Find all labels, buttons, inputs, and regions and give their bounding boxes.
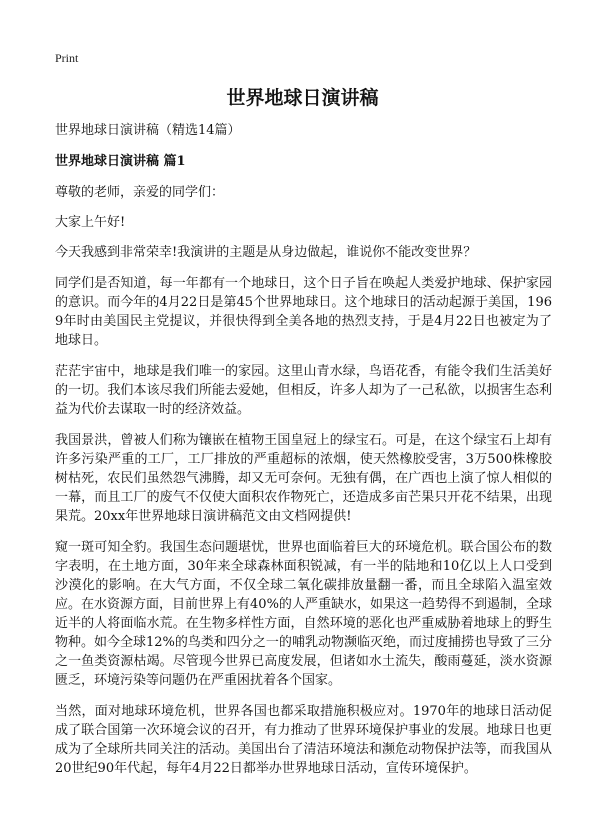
paragraph-good-morning: 大家上午好! <box>55 215 126 230</box>
paragraph-our-home: 茫茫宇宙中，地球是我们唯一的家园。这里山青水绿，鸟语花香，有能令我们生活美好的一切。我们本该尽我们所能去爱她，但相反，许多人却为了一己私欲，以损害生态利益为代价去谋取一时的经济效益。 <box>55 364 552 417</box>
paragraph-response: 当然，面对地球环境危机，世界各国也都采取措施积极应对。1970年的地球日活动促成了联合国第一次环境会议的召开，有力推动了世界环境保护事业的发展。地球日也更成为了全球所共同关注的活动。美国出台了清洁环境法和濒危动物保护法等，而我国从20世纪90年代起，每年4月22日都举办世界地球日活动，宣传环境保护。 <box>55 704 552 776</box>
page-title: 世界地球日演讲稿 <box>226 87 379 109</box>
section-heading: 世界地球日演讲稿 篇1 <box>55 154 186 169</box>
paragraph-earth-day-origin: 同学们是否知道，每一年都有一个地球日，这个日子旨在唤起人类爱护地球、保护家园的意识。而今年的4月22日是第45个世界地球日。这个地球日的活动起源于美国，1969年时由美国民主党提议，并很快得到全美各地的热烈支持，于是4月22日也被定为了地球日。 <box>55 276 552 348</box>
paragraph-greeting: 尊敬的老师，亲爱的同学们： <box>55 185 225 200</box>
document-subtitle: 世界地球日演讲稿（精选14篇） <box>55 123 241 138</box>
print-link[interactable]: Print <box>55 51 79 65</box>
paragraph-jinghong: 我国景洪，曾被人们称为镶嵌在植物王国皇冠上的绿宝石。可是，在这个绿宝石上却有许多污染严重的工厂，工厂排放的严重超标的浓烟，使天然橡胶受害，3万500株橡胶树枯死，农民们虽然怨气沸腾，却又无可奈何。无独有偶，在广西也上演了惊人相似的一幕，而且工厂的废气不仅使大面积农作物死亡，还造成多亩芒果只开花不结果，出现果荒。20xx年世界地球日演讲稿范文由文档网提供! <box>55 433 552 524</box>
paragraph-topic: 今天我感到非常荣幸!我演讲的主题是从身边做起，谁说你不能改变世界？ <box>55 245 477 260</box>
paragraph-global-crisis: 窥一斑可知全豹。我国生态问题堪忧，世界也面临着巨大的环境危机。联合国公布的数字表明，在土地方面，30年来全球森林面积锐减，有一半的陆地和10亿以上人口受到沙漠化的影响。在大气方面，不仅全球二氧化碳排放量翻一番，而且全球陷入温室效应。在水资源方面，目前世界上有40%的人严重缺水，如果这一趋势得不到遏制，全球近半的人将面临水荒。在生物多样性方面，自然环境的恶化也严重威胁着地球上的野生物种。如今全球12%的鸟类和四分之一的哺乳动物濒临灭绝，而过度捕捞也导致了三分之一鱼类资源枯竭。尽管现今世界已高度发展，但诸如水土流失，酸雨蔓延，淡水资源匮乏，环境污染等问题仍在严重困扰着各个国家。 <box>55 540 552 688</box>
